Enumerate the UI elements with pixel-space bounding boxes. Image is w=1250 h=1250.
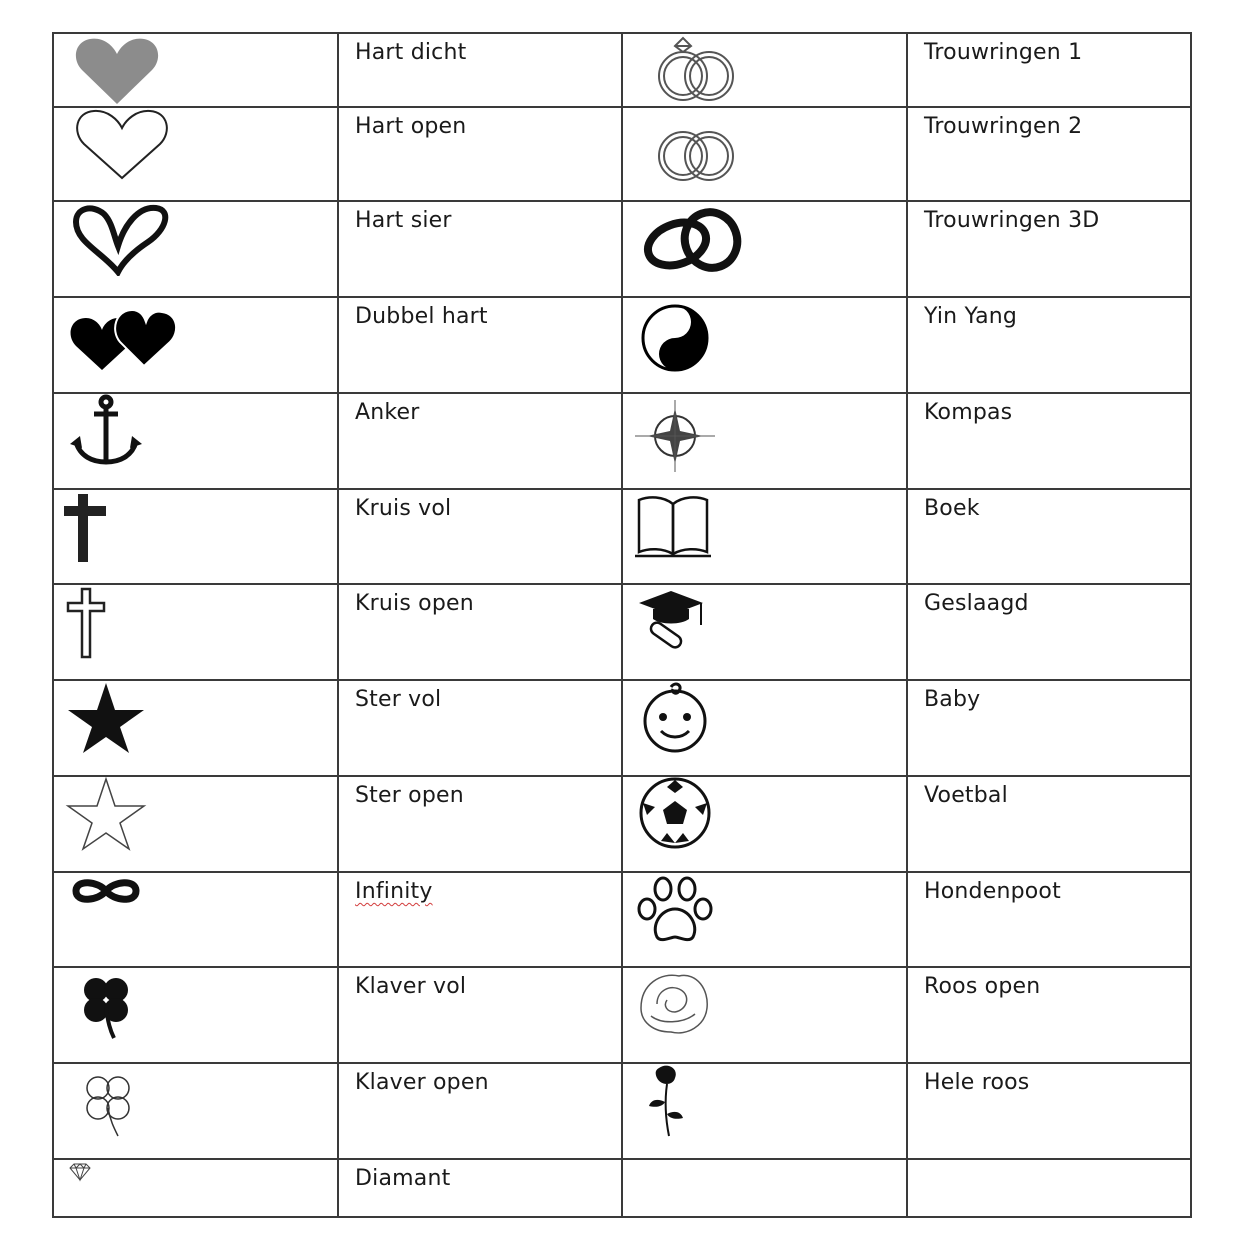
heart-filled-icon xyxy=(62,34,182,108)
wedding-rings-3d-icon xyxy=(631,202,751,276)
table-row: Ster vol Baby xyxy=(53,680,1191,776)
icon-cell xyxy=(622,33,907,107)
table-row: Klaver open Hele roos xyxy=(53,1063,1191,1159)
soccer-ball-icon xyxy=(631,777,751,851)
table-row: Infinity Hondenpoot xyxy=(53,872,1191,967)
double-heart-icon xyxy=(62,304,182,378)
infinity-icon xyxy=(62,873,182,947)
empty-cell xyxy=(907,1159,1191,1217)
symbol-label: Hart dicht xyxy=(338,33,622,107)
table-row: Kruis vol Boek xyxy=(53,489,1191,584)
graduation-cap-icon xyxy=(631,585,751,659)
rose-head-icon xyxy=(631,968,751,1042)
table-row: Dubbel hart Yin Yang xyxy=(53,297,1191,393)
symbol-table xyxy=(52,32,1192,1218)
table-row: Kruis open Geslaagd xyxy=(53,584,1191,680)
cross-filled-icon xyxy=(62,490,182,564)
table-row: Hart sier Trouwringen 3D xyxy=(53,201,1191,297)
yin-yang-icon xyxy=(631,302,751,376)
cross-outline-icon xyxy=(62,585,182,659)
compass-icon xyxy=(631,400,751,474)
star-filled-icon xyxy=(62,681,182,755)
table-row: Hart open Trouwringen 2 xyxy=(53,107,1191,201)
table-row: Anker Kompas xyxy=(53,393,1191,489)
paw-icon xyxy=(631,873,751,947)
heart-decorative-icon xyxy=(62,202,182,276)
clover-outline-icon xyxy=(62,1064,182,1138)
symbol-sheet xyxy=(52,32,1190,1216)
heart-outline-icon xyxy=(62,108,182,182)
table-row: Klaver vol Roos open xyxy=(53,967,1191,1063)
table-row xyxy=(53,33,1191,107)
book-icon xyxy=(631,490,751,564)
empty-cell xyxy=(622,1159,907,1217)
icon-cell xyxy=(53,33,338,107)
wedding-rings-icon xyxy=(631,118,751,192)
table-row: Ster open Voetbal xyxy=(53,776,1191,872)
rose-stem-icon xyxy=(631,1064,751,1138)
baby-face-icon xyxy=(631,681,751,755)
symbol-label: Trouwringen 1 xyxy=(907,33,1191,107)
star-outline-icon xyxy=(62,777,182,851)
wedding-rings-diamond-icon xyxy=(631,34,751,108)
diamond-icon xyxy=(64,1162,124,1199)
table-row: Diamant xyxy=(53,1159,1191,1217)
clover-filled-icon xyxy=(62,968,182,1042)
anchor-icon xyxy=(62,394,182,468)
